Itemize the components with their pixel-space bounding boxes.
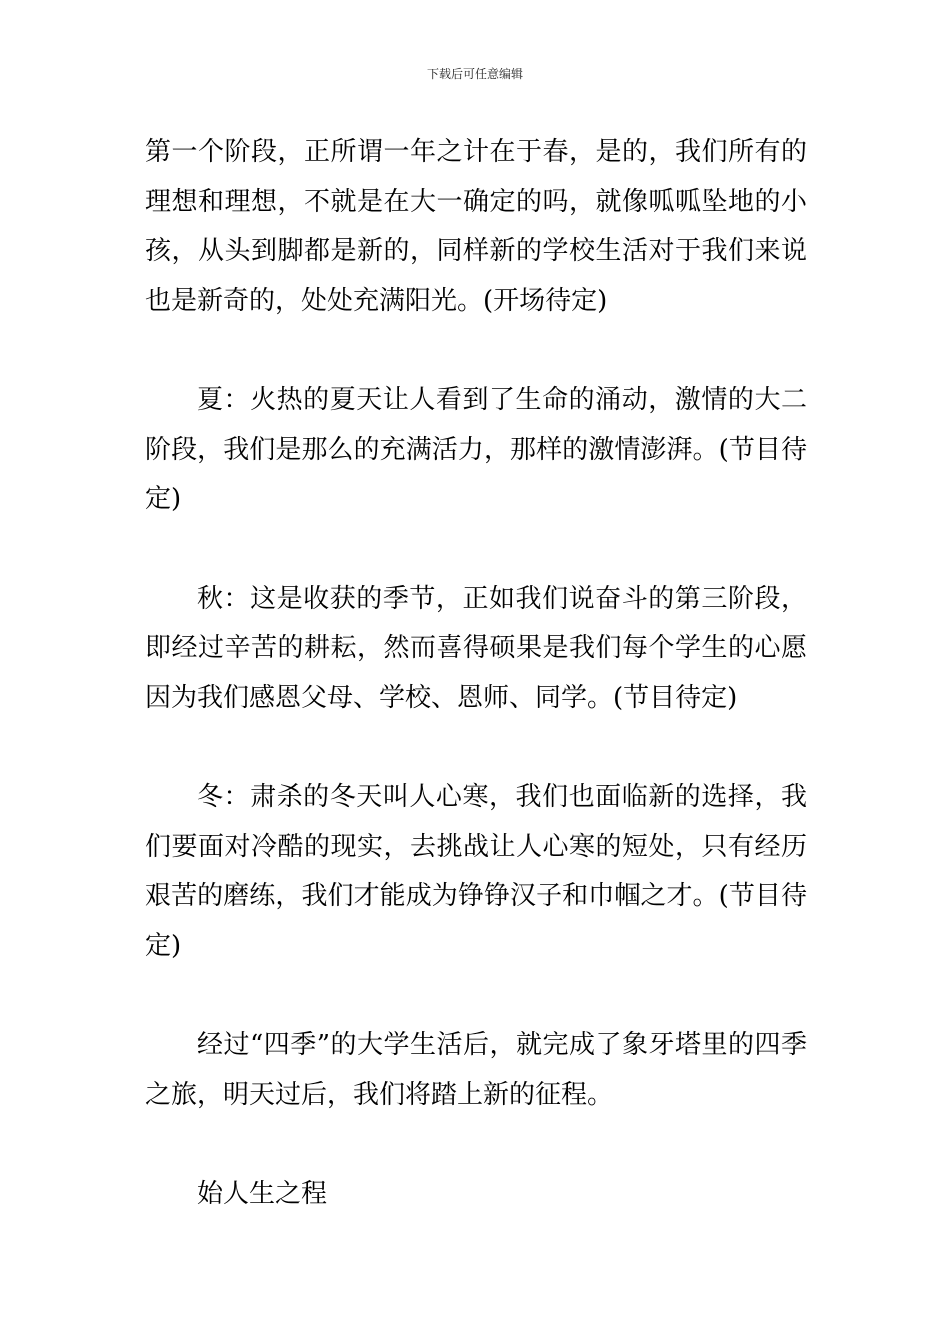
page-header: 下载后可任意编辑 xyxy=(426,67,523,81)
document-body xyxy=(145,128,807,1220)
paragraph-summary: 经过“四季”的大学生活后，就完成了象牙塔里的四季之旅，明天过后，我们将踏上新的征程。 xyxy=(145,1030,807,1110)
paragraph-spring: 第一个阶段，正所谓一年之计在于春，是的，我们所有的理想和理想，不就是在大一确定的吗，就像呱呱坠地的小孩，从头到脚都是新的，同样新的学校生活对于我们来说也是新奇的，处处充满阳光。(开场待定) xyxy=(145,137,807,316)
paragraph-summer: 夏：火热的夏天让人看到了生命的涌动，激情的大二阶段，我们是那么的充满活力，那样的激情澎湃。(节目待定) xyxy=(145,385,807,514)
paragraph-closing: 始人生之程 xyxy=(197,1179,328,1209)
paragraph-autumn: 秋：这是收获的季节，正如我们说奋斗的第三阶段，即经过辛苦的耕耘，然而喜得硕果是我们每个学生的心愿因为我们感恩父母、学校、恩师、同学。(节目待定) xyxy=(145,583,807,713)
paragraph-winter: 冬：肃杀的冬天叫人心寒，我们也面临新的选择，我们要面对冷酷的现实，去挑战让人心寒的短处，只有经历艰苦的磨练，我们才能成为铮铮汉子和巾帼之才。(节目待定) xyxy=(145,782,807,961)
